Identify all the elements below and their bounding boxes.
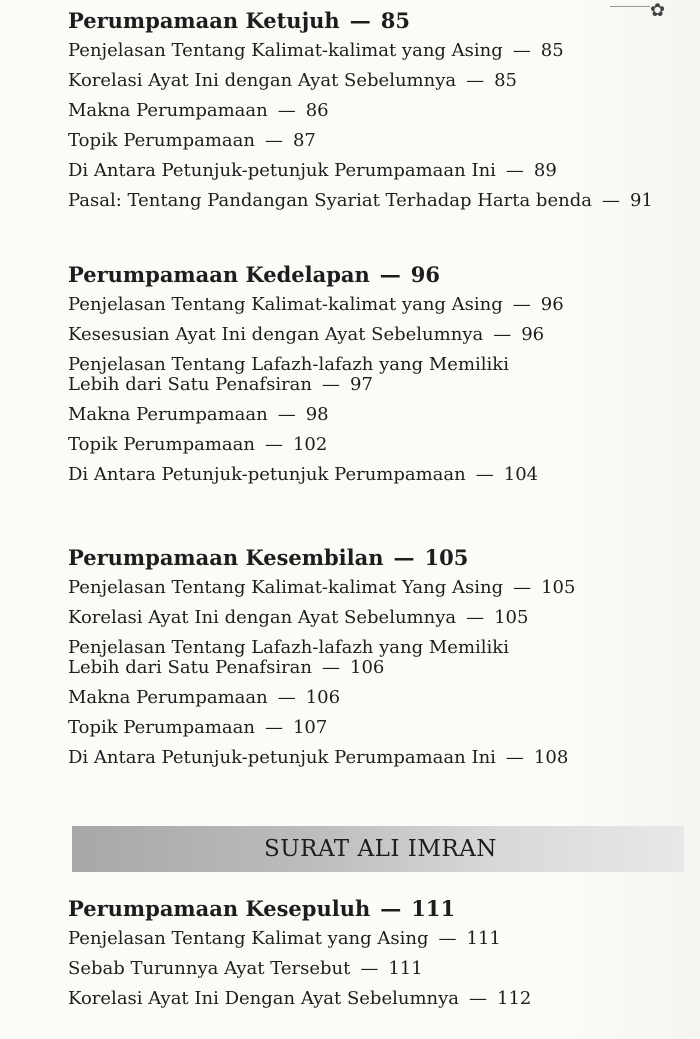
toc-entry: Sebab Turunnya Ayat Tersebut — 111: [68, 958, 423, 979]
toc-section-ketujuh: [68, 8, 653, 221]
toc-entry: Penjelasan Tentang Kalimat yang Asing — 111: [68, 928, 501, 949]
toc-entry: Penjelasan Tentang Kalimat-kalimat Yang Asing — 105: [68, 577, 576, 598]
flower-ornament-icon: ✿: [650, 0, 666, 21]
toc-entry: Topik Perumpamaan — 102: [68, 434, 328, 455]
corner-rule: [610, 6, 650, 7]
toc-entry: Makna Perumpamaan — 98: [68, 404, 329, 425]
section-title: Perumpamaan Kesepuluh — 111: [68, 896, 456, 921]
toc-entry: Penjelasan Tentang Kalimat-kalimat yang Asing — 85: [68, 40, 564, 61]
toc-section-kedelapan: [68, 262, 564, 495]
toc-entry: Pasal: Tentang Pandangan Syariat Terhadap Harta benda — 91: [68, 190, 653, 211]
toc-entry: Makna Perumpamaan — 106: [68, 687, 341, 708]
toc-entry: Penjelasan Tentang Lafazh-lafazh yang Memiliki Lebih dari Satu Penafsiran — 106: [68, 637, 509, 678]
toc-entry: Korelasi Ayat Ini dengan Ayat Sebelumnya — 105: [68, 607, 529, 628]
toc-entry: Kesesusian Ayat Ini dengan Ayat Sebelumnya — 96: [68, 324, 545, 345]
surat-heading: SURAT ALI IMRAN: [264, 836, 497, 862]
toc-entry: Di Antara Petunjuk-petunjuk Perumpamaan Ini — 108: [68, 747, 569, 768]
section-title: Perumpamaan Kesembilan — 105: [68, 545, 469, 570]
toc-entry: Topik Perumpamaan — 87: [68, 130, 316, 151]
toc-entry: Penjelasan Tentang Lafazh-lafazh yang Memiliki Lebih dari Satu Penafsiran — 97: [68, 354, 509, 395]
section-title: Perumpamaan Kedelapan — 96: [68, 262, 441, 287]
toc-entry: Korelasi Ayat Ini dengan Ayat Sebelumnya — 85: [68, 70, 518, 91]
toc-entry: Makna Perumpamaan — 86: [68, 100, 329, 121]
toc-section-kesembilan: [68, 545, 575, 778]
toc-entry: Topik Perumpamaan — 107: [68, 717, 328, 738]
toc-entry: Di Antara Petunjuk-petunjuk Perumpamaan — 104: [68, 464, 539, 485]
toc-entry: Korelasi Ayat Ini Dengan Ayat Sebelumnya — 112: [68, 988, 532, 1009]
section-title: Perumpamaan Ketujuh — 85: [68, 8, 410, 33]
toc-entry: Penjelasan Tentang Kalimat-kalimat yang Asing — 96: [68, 294, 564, 315]
toc-entry: Di Antara Petunjuk-petunjuk Perumpamaan Ini — 89: [68, 160, 557, 181]
toc-section-kesepuluh: [68, 896, 531, 1019]
